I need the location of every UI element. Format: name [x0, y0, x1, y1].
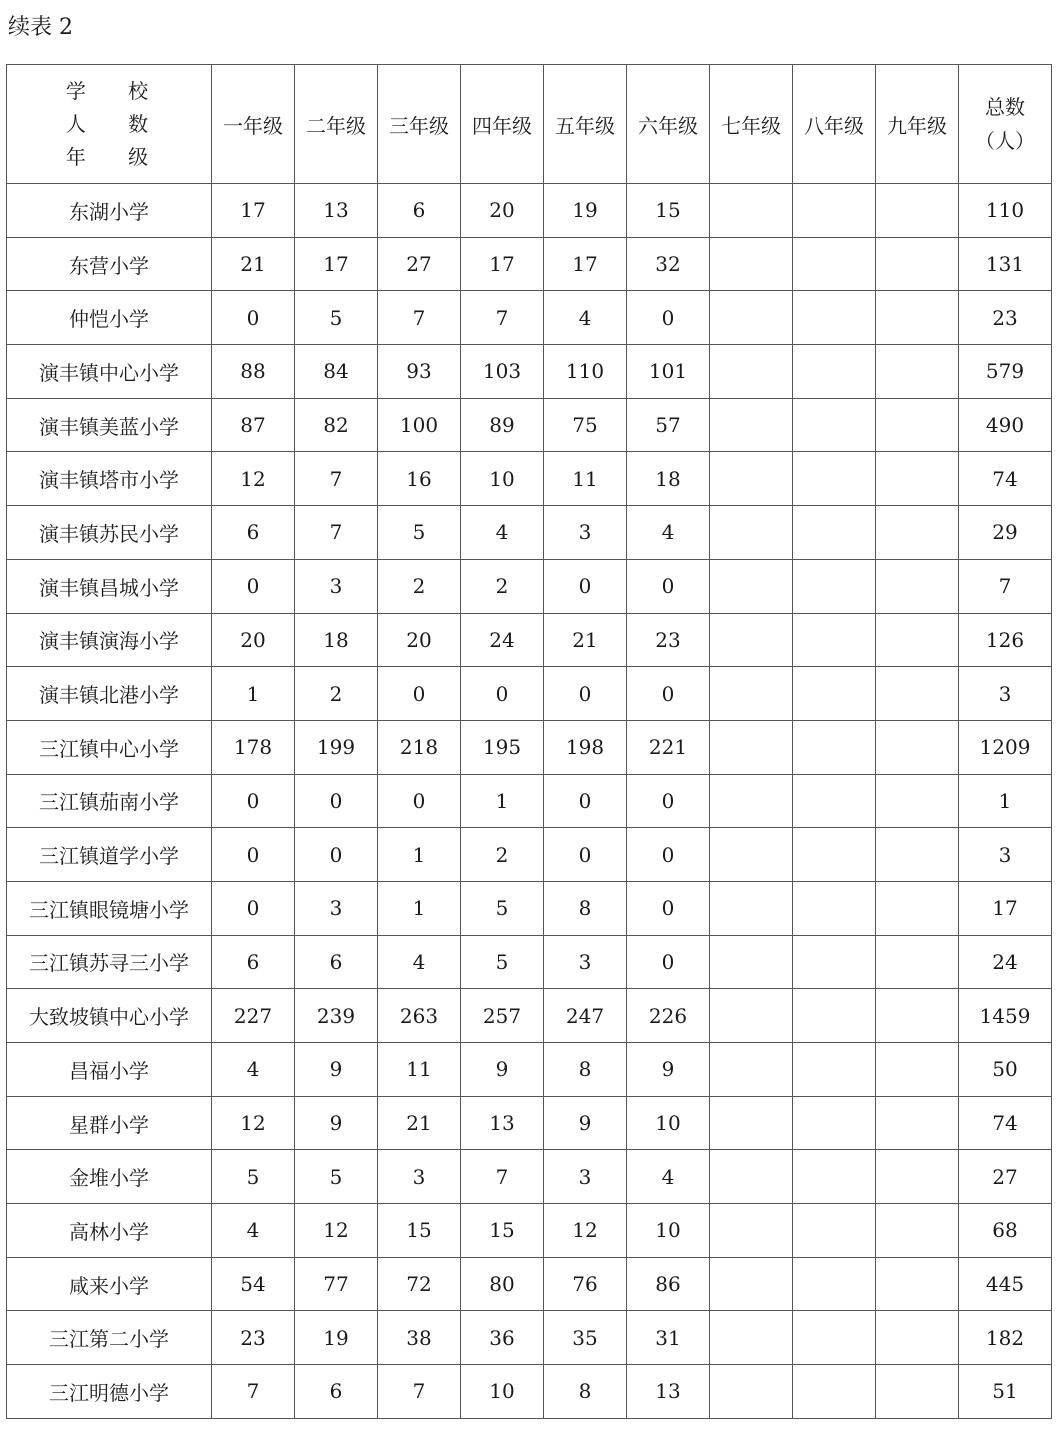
grade-count-cell: 257 — [461, 989, 544, 1043]
grade-count-cell: 110 — [544, 345, 627, 399]
grade-count-cell — [876, 506, 959, 560]
table-row — [7, 184, 1052, 238]
grade-count-cell: 21 — [544, 613, 627, 667]
grade-count-cell: 76 — [544, 1257, 627, 1311]
grade-count-cell: 0 — [627, 667, 710, 721]
grade-count-cell: 31 — [627, 1311, 710, 1365]
table-caption: 续表 2 — [8, 15, 73, 40]
grade-count-cell — [793, 881, 876, 935]
school-name-cell: 三江镇苏寻三小学 — [7, 935, 212, 989]
grade-count-cell — [876, 613, 959, 667]
grade-count-cell: 218 — [378, 720, 461, 774]
grade-count-cell: 12 — [295, 1204, 378, 1258]
grade-count-cell: 3 — [544, 1150, 627, 1204]
table-row — [7, 667, 1052, 721]
table-row — [7, 506, 1052, 560]
grade-count-cell: 7 — [378, 291, 461, 345]
grade-count-cell: 10 — [461, 1365, 544, 1419]
grade-count-cell: 13 — [461, 1096, 544, 1150]
total-cell: 74 — [959, 452, 1052, 506]
grade-count-cell: 15 — [378, 1204, 461, 1258]
grade-count-cell: 7 — [295, 506, 378, 560]
grade-count-cell: 0 — [378, 667, 461, 721]
grade-count-cell — [710, 1204, 793, 1258]
grade-count-cell: 18 — [295, 613, 378, 667]
grade-count-cell: 12 — [212, 1096, 295, 1150]
grade-count-cell: 72 — [378, 1257, 461, 1311]
total-cell: 3 — [959, 667, 1052, 721]
grade-count-cell — [876, 1257, 959, 1311]
grade-count-cell: 0 — [544, 774, 627, 828]
grade-count-cell — [793, 720, 876, 774]
total-cell: 182 — [959, 1311, 1052, 1365]
grade-count-cell: 4 — [378, 935, 461, 989]
grade-count-cell: 0 — [461, 667, 544, 721]
grade-count-cell: 82 — [295, 398, 378, 452]
school-name-cell: 演丰镇中心小学 — [7, 345, 212, 399]
grade-count-cell: 18 — [627, 452, 710, 506]
grade-count-cell: 5 — [212, 1150, 295, 1204]
grade-count-cell — [793, 828, 876, 882]
grade-count-cell: 20 — [461, 184, 544, 238]
grade-count-cell: 20 — [378, 613, 461, 667]
grade-count-cell: 5 — [295, 1150, 378, 1204]
grade-count-cell — [793, 1365, 876, 1419]
grade-count-cell: 227 — [212, 989, 295, 1043]
grade-count-cell: 9 — [461, 1043, 544, 1097]
grade-count-cell: 9 — [295, 1043, 378, 1097]
grade-count-cell: 5 — [295, 291, 378, 345]
grade-count-cell: 84 — [295, 345, 378, 399]
school-name-cell: 东营小学 — [7, 237, 212, 291]
grade-count-cell: 24 — [461, 613, 544, 667]
table-row — [7, 720, 1052, 774]
grade-count-cell: 0 — [212, 881, 295, 935]
grade-count-cell — [876, 291, 959, 345]
grade-count-cell — [793, 345, 876, 399]
header-corner-cell — [7, 65, 212, 184]
grade-count-cell: 9 — [295, 1096, 378, 1150]
grade-count-cell — [876, 237, 959, 291]
grade-count-cell: 4 — [461, 506, 544, 560]
grade-count-cell — [876, 345, 959, 399]
grade-count-cell: 247 — [544, 989, 627, 1043]
table-row — [7, 559, 1052, 613]
grade-count-cell: 35 — [544, 1311, 627, 1365]
grade-count-cell — [793, 506, 876, 560]
grade-count-cell: 3 — [544, 935, 627, 989]
grade-count-cell: 7 — [378, 1365, 461, 1419]
header-grade-6: 六年级 — [627, 65, 710, 184]
total-cell: 27 — [959, 1150, 1052, 1204]
total-cell: 1 — [959, 774, 1052, 828]
grade-count-cell — [793, 667, 876, 721]
grade-count-cell: 2 — [461, 559, 544, 613]
grade-count-cell: 6 — [378, 184, 461, 238]
table-row — [7, 291, 1052, 345]
table-row — [7, 828, 1052, 882]
table-row — [7, 989, 1052, 1043]
grade-count-cell: 3 — [378, 1150, 461, 1204]
table-row — [7, 1365, 1052, 1419]
grade-count-cell: 0 — [627, 881, 710, 935]
grade-count-cell: 75 — [544, 398, 627, 452]
total-cell: 3 — [959, 828, 1052, 882]
table-row — [7, 881, 1052, 935]
grade-count-cell: 10 — [461, 452, 544, 506]
grade-count-cell: 2 — [295, 667, 378, 721]
school-name-cell: 三江镇中心小学 — [7, 720, 212, 774]
grade-count-cell — [710, 398, 793, 452]
grade-count-cell: 9 — [544, 1096, 627, 1150]
school-name-cell: 星群小学 — [7, 1096, 212, 1150]
header-grade-2: 二年级 — [295, 65, 378, 184]
total-cell: 1209 — [959, 720, 1052, 774]
school-name-cell: 东湖小学 — [7, 184, 212, 238]
grade-count-cell: 8 — [544, 881, 627, 935]
grade-count-cell: 0 — [627, 559, 710, 613]
grade-count-cell: 6 — [295, 935, 378, 989]
grade-count-cell: 86 — [627, 1257, 710, 1311]
school-name-cell: 高林小学 — [7, 1204, 212, 1258]
table-row — [7, 1043, 1052, 1097]
grade-count-cell: 21 — [212, 237, 295, 291]
grade-count-cell: 21 — [378, 1096, 461, 1150]
grade-count-cell — [710, 559, 793, 613]
grade-count-cell — [793, 291, 876, 345]
grade-count-cell — [876, 828, 959, 882]
grade-count-cell — [793, 559, 876, 613]
grade-count-cell — [710, 828, 793, 882]
total-cell: 1459 — [959, 989, 1052, 1043]
grade-count-cell: 7 — [295, 452, 378, 506]
grade-count-cell: 0 — [295, 774, 378, 828]
grade-count-cell: 103 — [461, 345, 544, 399]
grade-count-cell: 4 — [212, 1204, 295, 1258]
grade-count-cell — [793, 1096, 876, 1150]
header-grade-5: 五年级 — [544, 65, 627, 184]
grade-count-cell — [710, 935, 793, 989]
grade-count-cell: 0 — [627, 935, 710, 989]
grade-count-cell: 0 — [212, 291, 295, 345]
grade-count-cell — [710, 452, 793, 506]
grade-count-cell — [793, 1043, 876, 1097]
grade-count-cell: 0 — [627, 828, 710, 882]
grade-count-cell: 77 — [295, 1257, 378, 1311]
grade-count-cell: 7 — [212, 1365, 295, 1419]
grade-count-cell — [710, 1043, 793, 1097]
grade-count-cell: 199 — [295, 720, 378, 774]
school-name-cell: 演丰镇苏民小学 — [7, 506, 212, 560]
grade-count-cell — [793, 1257, 876, 1311]
grade-count-cell: 80 — [461, 1257, 544, 1311]
grade-count-cell: 1 — [378, 881, 461, 935]
grade-count-cell: 0 — [212, 828, 295, 882]
header-total-label: 总数 — [985, 95, 1025, 119]
grade-count-cell: 4 — [627, 1150, 710, 1204]
header-total — [959, 65, 1052, 184]
grade-count-cell — [710, 720, 793, 774]
grade-count-cell: 4 — [212, 1043, 295, 1097]
table-row — [7, 1150, 1052, 1204]
grade-count-cell — [710, 1365, 793, 1419]
grade-count-cell — [710, 184, 793, 238]
grade-count-cell — [876, 1096, 959, 1150]
grade-count-cell: 6 — [212, 935, 295, 989]
grade-count-cell: 4 — [544, 291, 627, 345]
grade-count-cell: 198 — [544, 720, 627, 774]
header-grade-8: 八年级 — [793, 65, 876, 184]
grade-count-cell — [710, 613, 793, 667]
total-cell: 29 — [959, 506, 1052, 560]
table-row — [7, 774, 1052, 828]
grade-count-cell: 0 — [544, 667, 627, 721]
grade-count-cell — [876, 881, 959, 935]
school-name-cell: 演丰镇美蓝小学 — [7, 398, 212, 452]
grade-count-cell: 5 — [461, 881, 544, 935]
grade-count-cell: 6 — [212, 506, 295, 560]
grade-count-cell: 11 — [544, 452, 627, 506]
total-cell: 74 — [959, 1096, 1052, 1150]
grade-count-cell: 0 — [627, 291, 710, 345]
grade-count-cell: 3 — [295, 559, 378, 613]
grade-count-cell: 100 — [378, 398, 461, 452]
total-cell: 50 — [959, 1043, 1052, 1097]
grade-count-cell — [876, 720, 959, 774]
school-name-cell: 咸来小学 — [7, 1257, 212, 1311]
grade-count-cell: 93 — [378, 345, 461, 399]
table-row — [7, 935, 1052, 989]
grade-count-cell — [710, 345, 793, 399]
table-body — [7, 184, 1052, 1419]
grade-count-cell: 20 — [212, 613, 295, 667]
header-grade-1: 一年级 — [212, 65, 295, 184]
grade-count-cell: 17 — [544, 237, 627, 291]
enrollment-table — [6, 64, 1052, 1419]
grade-count-cell: 36 — [461, 1311, 544, 1365]
grade-count-cell — [793, 774, 876, 828]
grade-count-cell: 17 — [212, 184, 295, 238]
table-row — [7, 1204, 1052, 1258]
grade-count-cell — [876, 452, 959, 506]
grade-count-cell: 32 — [627, 237, 710, 291]
table-row — [7, 1257, 1052, 1311]
grade-count-cell: 15 — [627, 184, 710, 238]
grade-count-cell — [793, 1204, 876, 1258]
grade-count-cell — [710, 237, 793, 291]
total-cell: 110 — [959, 184, 1052, 238]
grade-count-cell: 6 — [295, 1365, 378, 1419]
corner-label-count: 人 数 — [65, 111, 167, 136]
grade-count-cell: 17 — [461, 237, 544, 291]
grade-count-cell: 178 — [212, 720, 295, 774]
grade-count-cell: 19 — [295, 1311, 378, 1365]
grade-count-cell: 23 — [212, 1311, 295, 1365]
school-name-cell: 演丰镇北港小学 — [7, 667, 212, 721]
grade-count-cell: 12 — [212, 452, 295, 506]
grade-count-cell — [876, 1043, 959, 1097]
total-cell: 68 — [959, 1204, 1052, 1258]
header-grade-9: 九年级 — [876, 65, 959, 184]
grade-count-cell: 195 — [461, 720, 544, 774]
grade-count-cell: 88 — [212, 345, 295, 399]
school-name-cell: 三江第二小学 — [7, 1311, 212, 1365]
grade-count-cell: 1 — [378, 828, 461, 882]
school-name-cell: 三江镇茄南小学 — [7, 774, 212, 828]
grade-count-cell — [876, 184, 959, 238]
table-row — [7, 452, 1052, 506]
grade-count-cell: 221 — [627, 720, 710, 774]
grade-count-cell: 7 — [461, 291, 544, 345]
total-cell: 24 — [959, 935, 1052, 989]
grade-count-cell: 12 — [544, 1204, 627, 1258]
grade-count-cell: 13 — [627, 1365, 710, 1419]
school-name-cell: 三江镇眼镜塘小学 — [7, 881, 212, 935]
school-name-cell: 三江镇道学小学 — [7, 828, 212, 882]
grade-count-cell: 38 — [378, 1311, 461, 1365]
grade-count-cell — [710, 1311, 793, 1365]
grade-count-cell — [876, 398, 959, 452]
grade-count-cell — [793, 452, 876, 506]
grade-count-cell: 89 — [461, 398, 544, 452]
total-cell: 579 — [959, 345, 1052, 399]
grade-count-cell: 15 — [461, 1204, 544, 1258]
grade-count-cell: 5 — [461, 935, 544, 989]
grade-count-cell: 7 — [461, 1150, 544, 1204]
grade-count-cell — [876, 774, 959, 828]
grade-count-cell: 101 — [627, 345, 710, 399]
grade-count-cell: 0 — [212, 774, 295, 828]
grade-count-cell: 27 — [378, 237, 461, 291]
grade-count-cell: 2 — [461, 828, 544, 882]
grade-count-cell — [876, 1150, 959, 1204]
grade-count-cell — [710, 291, 793, 345]
grade-count-cell: 3 — [544, 506, 627, 560]
table-row — [7, 1311, 1052, 1365]
grade-count-cell: 226 — [627, 989, 710, 1043]
grade-count-cell — [710, 774, 793, 828]
grade-count-cell: 0 — [295, 828, 378, 882]
grade-count-cell — [710, 1257, 793, 1311]
school-name-cell: 三江明德小学 — [7, 1365, 212, 1419]
school-name-cell: 演丰镇昌城小学 — [7, 559, 212, 613]
grade-count-cell: 23 — [627, 613, 710, 667]
grade-count-cell — [876, 989, 959, 1043]
grade-count-cell: 16 — [378, 452, 461, 506]
grade-count-cell — [793, 1311, 876, 1365]
grade-count-cell — [710, 667, 793, 721]
grade-count-cell: 5 — [378, 506, 461, 560]
grade-count-cell — [793, 1150, 876, 1204]
grade-count-cell — [793, 989, 876, 1043]
grade-count-cell — [793, 935, 876, 989]
grade-count-cell: 54 — [212, 1257, 295, 1311]
header-row — [7, 65, 1052, 184]
grade-count-cell: 1 — [212, 667, 295, 721]
table-row — [7, 398, 1052, 452]
grade-count-cell: 263 — [378, 989, 461, 1043]
grade-count-cell — [710, 506, 793, 560]
total-cell: 445 — [959, 1257, 1052, 1311]
total-cell: 17 — [959, 881, 1052, 935]
grade-count-cell: 2 — [378, 559, 461, 613]
grade-count-cell — [793, 237, 876, 291]
grade-count-cell — [710, 989, 793, 1043]
corner-label-school: 学 校 — [65, 78, 167, 103]
grade-count-cell — [710, 1096, 793, 1150]
total-cell: 131 — [959, 237, 1052, 291]
header-grade-4: 四年级 — [461, 65, 544, 184]
grade-count-cell — [793, 184, 876, 238]
school-name-cell: 金堆小学 — [7, 1150, 212, 1204]
grade-count-cell: 57 — [627, 398, 710, 452]
grade-count-cell: 0 — [212, 559, 295, 613]
total-cell: 51 — [959, 1365, 1052, 1419]
grade-count-cell: 19 — [544, 184, 627, 238]
table-row — [7, 345, 1052, 399]
grade-count-cell: 13 — [295, 184, 378, 238]
grade-count-cell: 87 — [212, 398, 295, 452]
grade-count-cell — [876, 1204, 959, 1258]
grade-count-cell: 10 — [627, 1204, 710, 1258]
grade-count-cell — [876, 1311, 959, 1365]
grade-count-cell: 11 — [378, 1043, 461, 1097]
total-cell: 7 — [959, 559, 1052, 613]
table-row — [7, 1096, 1052, 1150]
table-row — [7, 237, 1052, 291]
header-grade-3: 三年级 — [378, 65, 461, 184]
school-name-cell: 演丰镇演海小学 — [7, 613, 212, 667]
school-name-cell: 演丰镇塔市小学 — [7, 452, 212, 506]
grade-count-cell: 0 — [544, 828, 627, 882]
grade-count-cell — [710, 1150, 793, 1204]
total-cell: 490 — [959, 398, 1052, 452]
grade-count-cell — [793, 613, 876, 667]
grade-count-cell: 3 — [295, 881, 378, 935]
corner-label-grade: 年 级 — [65, 144, 167, 169]
school-name-cell: 仲恺小学 — [7, 291, 212, 345]
table-row — [7, 613, 1052, 667]
grade-count-cell: 10 — [627, 1096, 710, 1150]
total-cell: 126 — [959, 613, 1052, 667]
grade-count-cell: 0 — [627, 774, 710, 828]
grade-count-cell: 239 — [295, 989, 378, 1043]
grade-count-cell — [876, 1365, 959, 1419]
grade-count-cell — [710, 881, 793, 935]
grade-count-cell: 4 — [627, 506, 710, 560]
grade-count-cell: 1 — [461, 774, 544, 828]
grade-count-cell: 8 — [544, 1043, 627, 1097]
school-name-cell: 大致坡镇中心小学 — [7, 989, 212, 1043]
total-cell: 23 — [959, 291, 1052, 345]
grade-count-cell: 0 — [378, 774, 461, 828]
grade-count-cell: 8 — [544, 1365, 627, 1419]
grade-count-cell: 9 — [627, 1043, 710, 1097]
header-total-unit: （人） — [975, 129, 1035, 153]
grade-count-cell — [793, 398, 876, 452]
grade-count-cell: 17 — [295, 237, 378, 291]
grade-count-cell — [876, 667, 959, 721]
grade-count-cell: 0 — [544, 559, 627, 613]
grade-count-cell — [876, 559, 959, 613]
school-name-cell: 昌福小学 — [7, 1043, 212, 1097]
header-grade-7: 七年级 — [710, 65, 793, 184]
grade-count-cell — [876, 935, 959, 989]
